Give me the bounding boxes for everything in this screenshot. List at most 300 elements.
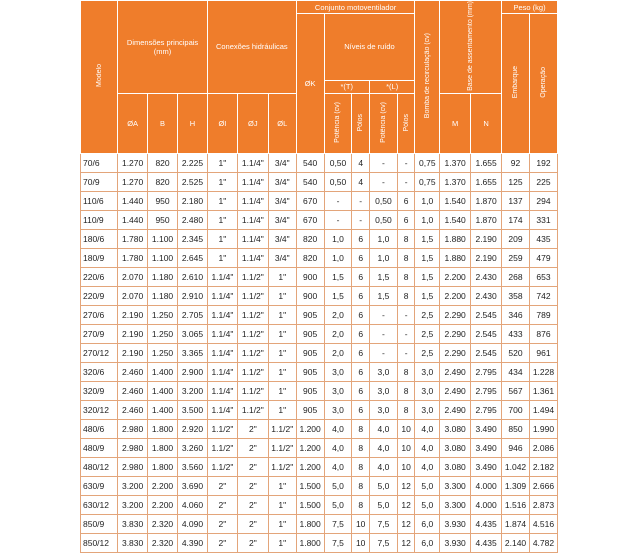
table-cell: 8 (352, 495, 370, 514)
table-cell: - (369, 172, 397, 191)
table-cell: 433 (502, 324, 530, 343)
table-cell: 0,50 (324, 172, 352, 191)
table-cell: 358 (502, 286, 530, 305)
table-cell: 1.516 (502, 495, 530, 514)
col-i-header: ØI (207, 93, 237, 153)
table-cell: 2.460 (118, 362, 148, 381)
table-row (81, 476, 558, 495)
table-cell: 1,5 (415, 286, 440, 305)
table-cell: 876 (529, 324, 557, 343)
table-cell: 2.320 (148, 533, 178, 552)
table-cell: 3.690 (178, 476, 208, 495)
noise-t-header: *(T) (324, 80, 369, 93)
table-cell: 905 (296, 400, 324, 419)
table-cell: 10 (397, 419, 415, 438)
table-cell: 1.1/4" (237, 210, 268, 229)
table-cell: 4.390 (178, 533, 208, 552)
table-cell: 540 (296, 153, 324, 172)
table-cell: 1" (268, 476, 296, 495)
model-cell: 630/12 (81, 495, 118, 514)
table-cell: 3.500 (178, 400, 208, 419)
model-cell: 630/9 (81, 476, 118, 495)
table-cell: 1.500 (296, 495, 324, 514)
table-cell: 346 (502, 305, 530, 324)
table-cell: 1.100 (148, 248, 178, 267)
table-cell: 1.800 (296, 514, 324, 533)
table-header (81, 1, 558, 154)
table-cell: 4,0 (369, 438, 397, 457)
table-cell: 2.490 (440, 400, 471, 419)
table-cell: 3.560 (178, 457, 208, 476)
table-cell: 10 (352, 533, 370, 552)
table-cell: 10 (352, 514, 370, 533)
table-cell: 2.070 (118, 267, 148, 286)
model-cell: 480/6 (81, 419, 118, 438)
table-cell: 1.100 (148, 229, 178, 248)
table-cell: 789 (529, 305, 557, 324)
model-cell: 70/6 (81, 153, 118, 172)
table-cell: 900 (296, 286, 324, 305)
table-cell: 1.800 (148, 457, 178, 476)
table-cell: 12 (397, 533, 415, 552)
table-cell: 1.180 (148, 267, 178, 286)
table-cell: 268 (502, 267, 530, 286)
table-cell: 1.1/2" (207, 438, 237, 457)
table-cell: - (397, 172, 415, 191)
table-cell: 1" (207, 248, 237, 267)
table-cell: 2.490 (440, 362, 471, 381)
table-cell: 3.830 (118, 514, 148, 533)
table-cell: - (369, 343, 397, 362)
table-cell: 3,0 (415, 400, 440, 419)
pump-header: Bomba de recirculação (cv) (415, 1, 440, 154)
noise-l-header: *(L) (369, 80, 414, 93)
table-cell: 820 (148, 172, 178, 191)
table-cell: 0,50 (369, 191, 397, 210)
specifications-table (80, 0, 558, 553)
table-cell: 1" (268, 343, 296, 362)
table-cell: 2.795 (471, 381, 502, 400)
table-cell: 8 (397, 381, 415, 400)
table-cell: 6 (352, 267, 370, 286)
table-cell: 1.228 (529, 362, 557, 381)
table-cell: 2,5 (415, 324, 440, 343)
table-cell: 1.494 (529, 400, 557, 419)
table-cell: 2.490 (440, 381, 471, 400)
table-cell: 2.525 (178, 172, 208, 191)
weight-header: Peso (kg) (502, 1, 558, 14)
table-cell: 3.065 (178, 324, 208, 343)
table-cell: 2.460 (118, 381, 148, 400)
table-row (81, 153, 558, 172)
table-cell: 2.200 (148, 495, 178, 514)
col-m-header: M (440, 93, 471, 153)
table-cell: 1.880 (440, 229, 471, 248)
model-header: Modelo (81, 1, 118, 154)
table-cell: 2.320 (148, 514, 178, 533)
table-cell: 4,0 (415, 419, 440, 438)
model-cell: 270/12 (81, 343, 118, 362)
table-cell: 961 (529, 343, 557, 362)
table-cell: 2.920 (178, 419, 208, 438)
table-cell: 6 (352, 248, 370, 267)
table-cell: 905 (296, 381, 324, 400)
table-cell: 520 (502, 343, 530, 362)
col-h-header: H (178, 93, 208, 153)
table-cell: 174 (502, 210, 530, 229)
table-cell: 1.270 (118, 153, 148, 172)
table-cell: 1.1/4" (207, 305, 237, 324)
table-cell: 1.1/2" (207, 457, 237, 476)
table-cell: 0,50 (324, 153, 352, 172)
table-cell: 1" (207, 229, 237, 248)
table-cell: 259 (502, 248, 530, 267)
model-cell: 180/9 (81, 248, 118, 267)
col-n-header: N (471, 93, 502, 153)
table-cell: 2" (207, 476, 237, 495)
table-cell: 4 (352, 153, 370, 172)
table-cell: 3,0 (324, 362, 352, 381)
table-cell: - (397, 324, 415, 343)
table-cell: 1.1/2" (268, 457, 296, 476)
table-cell: 2" (237, 514, 268, 533)
table-cell: 3/4" (268, 153, 296, 172)
table-cell: 3/4" (268, 210, 296, 229)
table-cell: 6 (352, 400, 370, 419)
table-cell: - (352, 210, 370, 229)
table-cell: 2.070 (118, 286, 148, 305)
table-cell: - (324, 210, 352, 229)
table-row (81, 495, 558, 514)
model-cell: 480/9 (81, 438, 118, 457)
table-cell: 5,0 (415, 495, 440, 514)
table-cell: 2.182 (529, 457, 557, 476)
table-cell: 950 (148, 191, 178, 210)
table-cell: 6 (397, 191, 415, 210)
table-cell: 4,0 (324, 419, 352, 438)
table-cell: 1,5 (415, 248, 440, 267)
table-cell: 1" (268, 286, 296, 305)
table-cell: 1.655 (471, 172, 502, 191)
table-cell: 1.1/4" (207, 400, 237, 419)
table-cell: 946 (502, 438, 530, 457)
table-cell: 8 (397, 362, 415, 381)
table-cell: 2" (237, 476, 268, 495)
table-cell: 3,0 (369, 362, 397, 381)
table-cell: 1" (268, 533, 296, 552)
table-cell: 2,5 (415, 305, 440, 324)
table-cell: 1.1/2" (237, 305, 268, 324)
operating-weight-header: Operação (529, 14, 557, 154)
table-cell: 2.980 (118, 438, 148, 457)
table-cell: 2.545 (471, 324, 502, 343)
table-cell: 540 (296, 172, 324, 191)
table-cell: 3.300 (440, 476, 471, 495)
model-cell: 110/6 (81, 191, 118, 210)
table-cell: 2.180 (178, 191, 208, 210)
table-cell: 4.782 (529, 533, 557, 552)
table-cell: 4,0 (324, 438, 352, 457)
table-cell: 2.545 (471, 343, 502, 362)
table-cell: 2.200 (148, 476, 178, 495)
table-cell: 1.870 (471, 191, 502, 210)
table-cell: 2.086 (529, 438, 557, 457)
table-cell: 2" (237, 438, 268, 457)
table-cell: 1.361 (529, 381, 557, 400)
table-cell: 1.1/2" (268, 419, 296, 438)
col-j-header: ØJ (237, 93, 268, 153)
table-cell: 1,0 (324, 229, 352, 248)
table-cell: 2.795 (471, 362, 502, 381)
table-cell: 3.930 (440, 514, 471, 533)
table-cell: 1.370 (440, 172, 471, 191)
table-cell: 3.080 (440, 457, 471, 476)
table-cell: 3,0 (369, 400, 397, 419)
model-cell: 220/6 (81, 267, 118, 286)
table-cell: 4,0 (415, 457, 440, 476)
table-cell: - (324, 191, 352, 210)
table-cell: 1.780 (118, 229, 148, 248)
table-cell: 4.000 (471, 495, 502, 514)
table-cell: 12 (397, 514, 415, 533)
table-row (81, 172, 558, 191)
table-cell: 1.400 (148, 400, 178, 419)
table-cell: 7,5 (369, 533, 397, 552)
table-cell: 1.1/4" (237, 172, 268, 191)
table-cell: 1,0 (369, 229, 397, 248)
table-cell: 2.190 (118, 324, 148, 343)
table-cell: 2.200 (440, 267, 471, 286)
table-cell: 8 (397, 248, 415, 267)
table-row (81, 438, 558, 457)
table-cell: 1" (268, 381, 296, 400)
table-cell: 2,0 (324, 324, 352, 343)
table-cell: 6 (352, 229, 370, 248)
table-cell: 3,0 (415, 381, 440, 400)
table-cell: 2.345 (178, 229, 208, 248)
col-l-header: ØL (268, 93, 296, 153)
table-cell: 1" (207, 191, 237, 210)
table-cell: 4.435 (471, 514, 502, 533)
table-cell: 8 (352, 476, 370, 495)
table-cell: 2.290 (440, 324, 471, 343)
table-cell: 8 (397, 267, 415, 286)
table-cell: 1.1/4" (207, 324, 237, 343)
table-cell: 1,5 (324, 286, 352, 305)
table-cell: 3,0 (324, 400, 352, 419)
table-cell: 1,0 (369, 248, 397, 267)
table-row (81, 533, 558, 552)
table-cell: 1" (207, 172, 237, 191)
table-cell: 1.1/4" (207, 362, 237, 381)
table-cell: 905 (296, 343, 324, 362)
table-cell: 2.645 (178, 248, 208, 267)
table-cell: 1.540 (440, 210, 471, 229)
table-cell: 950 (148, 210, 178, 229)
table-cell: 10 (397, 457, 415, 476)
table-cell: 2.190 (471, 248, 502, 267)
table-cell: 2.225 (178, 153, 208, 172)
table-cell: 1.1/2" (237, 267, 268, 286)
table-cell: 2.980 (118, 419, 148, 438)
table-row (81, 229, 558, 248)
table-cell: 2,5 (415, 343, 440, 362)
table-cell: 1.200 (296, 438, 324, 457)
table-cell: 6,0 (415, 533, 440, 552)
table-cell: 1.200 (296, 419, 324, 438)
table-cell: 92 (502, 153, 530, 172)
power-l-header: Potência (cv) (369, 93, 397, 153)
table-cell: 1.370 (440, 153, 471, 172)
table-cell: 1.1/4" (237, 229, 268, 248)
table-cell: 6 (352, 305, 370, 324)
table-cell: 331 (529, 210, 557, 229)
table-cell: 742 (529, 286, 557, 305)
table-cell: 5,0 (415, 476, 440, 495)
table-cell: 1.1/4" (237, 248, 268, 267)
model-cell: 850/12 (81, 533, 118, 552)
table-cell: 6 (352, 324, 370, 343)
table-cell: 1.500 (296, 476, 324, 495)
table-row (81, 324, 558, 343)
table-row (81, 514, 558, 533)
table-cell: 5,0 (369, 476, 397, 495)
table-cell: 2" (237, 419, 268, 438)
table-cell: 2.873 (529, 495, 557, 514)
table-cell: 1.400 (148, 381, 178, 400)
table-cell: 1.1/2" (237, 324, 268, 343)
table-cell: 2" (237, 457, 268, 476)
table-cell: 1.1/2" (207, 419, 237, 438)
model-cell: 320/9 (81, 381, 118, 400)
table-cell: 294 (529, 191, 557, 210)
table-cell: 1.042 (502, 457, 530, 476)
table-cell: 1,5 (415, 267, 440, 286)
table-cell: 7,5 (324, 514, 352, 533)
table-cell: 1" (268, 362, 296, 381)
table-cell: 5,0 (369, 495, 397, 514)
table-cell: 1.440 (118, 210, 148, 229)
table-cell: 434 (502, 362, 530, 381)
table-cell: 700 (502, 400, 530, 419)
table-cell: 3.930 (440, 533, 471, 552)
poles-t-header: Pólos (352, 93, 370, 153)
table-cell: 3.300 (440, 495, 471, 514)
table-cell: 1,5 (369, 267, 397, 286)
table-cell: 12 (397, 495, 415, 514)
table-cell: 1" (268, 324, 296, 343)
table-cell: 4,0 (415, 438, 440, 457)
table-cell: 8 (397, 400, 415, 419)
table-cell: 137 (502, 191, 530, 210)
table-cell: 6,0 (415, 514, 440, 533)
model-cell: 220/9 (81, 286, 118, 305)
table-cell: 820 (148, 153, 178, 172)
table-cell: 3.490 (471, 457, 502, 476)
table-cell: 1.1/4" (237, 191, 268, 210)
table-cell: 4,0 (369, 419, 397, 438)
table-cell: 567 (502, 381, 530, 400)
table-cell: 1.880 (440, 248, 471, 267)
table-cell: 8 (352, 457, 370, 476)
table-cell: 1" (268, 400, 296, 419)
table-cell: 3/4" (268, 229, 296, 248)
table-cell: 1.250 (148, 324, 178, 343)
table-cell: 1.270 (118, 172, 148, 191)
table-row (81, 400, 558, 419)
table-row (81, 286, 558, 305)
table-cell: 8 (397, 229, 415, 248)
table-cell: 1.1/2" (237, 381, 268, 400)
table-cell: 5,0 (324, 495, 352, 514)
table-cell: 2.910 (178, 286, 208, 305)
table-cell: 3,0 (415, 362, 440, 381)
table-cell: 4 (352, 172, 370, 191)
model-cell: 320/6 (81, 362, 118, 381)
model-cell: 270/6 (81, 305, 118, 324)
table-cell: 1.400 (148, 362, 178, 381)
model-cell: 70/9 (81, 172, 118, 191)
dimensions-header: Dimensões principais (mm) (118, 1, 208, 94)
table-cell: 1,5 (324, 267, 352, 286)
table-cell: 0,75 (415, 172, 440, 191)
table-cell: 3.830 (118, 533, 148, 552)
table-cell: 3.080 (440, 438, 471, 457)
table-row (81, 419, 558, 438)
table-cell: 8 (352, 419, 370, 438)
table-cell: - (397, 153, 415, 172)
model-cell: 480/12 (81, 457, 118, 476)
table-cell: 2" (207, 533, 237, 552)
table-cell: 1.990 (529, 419, 557, 438)
table-cell: 2.666 (529, 476, 557, 495)
table-cell: 2.795 (471, 400, 502, 419)
table-cell: 1" (268, 305, 296, 324)
table-cell: - (397, 343, 415, 362)
table-row (81, 362, 558, 381)
table-cell: 820 (296, 229, 324, 248)
table-cell: 0,75 (415, 153, 440, 172)
table-cell: - (369, 305, 397, 324)
model-cell: 850/9 (81, 514, 118, 533)
table-cell: 1.1/4" (237, 153, 268, 172)
table-cell: 1.250 (148, 343, 178, 362)
table-cell: 4.435 (471, 533, 502, 552)
col-a-header: ØA (118, 93, 148, 153)
table-cell: 1,0 (415, 191, 440, 210)
table-cell: 1.1/2" (268, 438, 296, 457)
table-cell: 1.1/2" (237, 362, 268, 381)
table-cell: 2.200 (440, 286, 471, 305)
table-row (81, 343, 558, 362)
table-cell: 8 (397, 286, 415, 305)
table-cell: 1.250 (148, 305, 178, 324)
table-row (81, 305, 558, 324)
table-cell: 1.800 (148, 419, 178, 438)
table-cell: 1.800 (296, 533, 324, 552)
table-cell: 3,0 (369, 381, 397, 400)
table-cell: 905 (296, 305, 324, 324)
table-cell: 4,0 (324, 457, 352, 476)
noise-header: Níveis de ruído (324, 14, 415, 81)
table-cell: 6 (352, 343, 370, 362)
table-cell: 1.874 (502, 514, 530, 533)
table-cell: 2.190 (471, 229, 502, 248)
table-cell: 1" (268, 514, 296, 533)
table-cell: 125 (502, 172, 530, 191)
table-cell: 3/4" (268, 191, 296, 210)
table-cell: 1.200 (296, 457, 324, 476)
